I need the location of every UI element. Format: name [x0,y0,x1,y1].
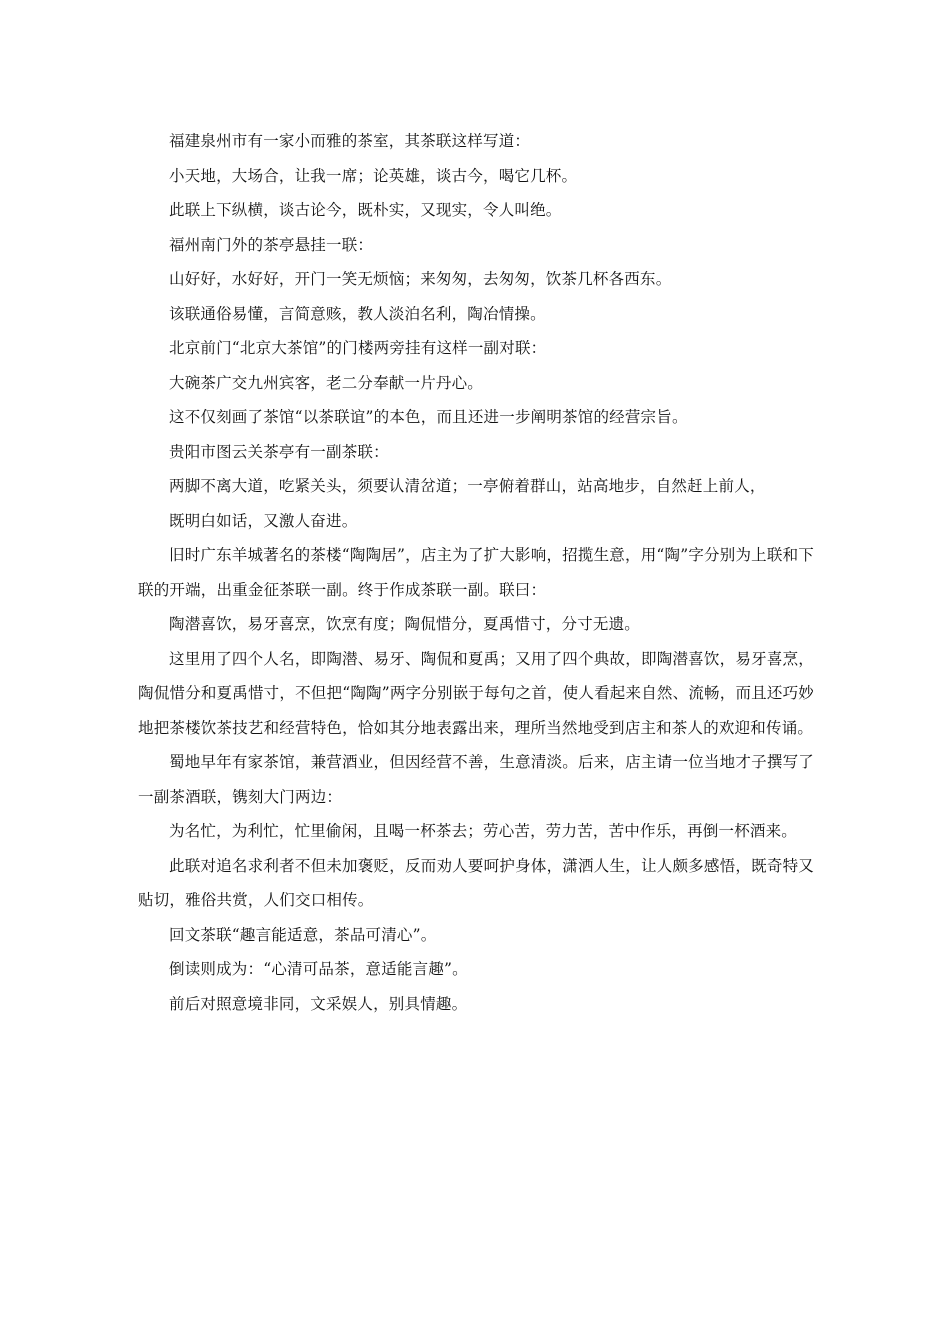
paragraph: 此联上下纵横，谈古论今，既朴实，又现实，令人叫绝。 [169,201,562,219]
paragraph: 蜀地早年有家茶馆，兼营酒业，但因经营不善，生意清淡。后来，店主请一位当地才子撰写了一副茶酒联，镌刻大门两边： [138,753,814,806]
paragraph: 贵阳市图云关茶亭有一副茶联： [169,442,389,461]
paragraph: 既明白如话，又激人奋进。 [169,511,358,530]
paragraph: 该联通俗易懂，言简意赅，教人淡泊名利，陶冶情操。 [169,304,546,323]
paragraph: 小天地，大场合，让我一席；论英雄，谈古今，喝它几杯。 [169,166,578,185]
paragraph: 此联对追名求利者不但未加褒贬，反而劝人要呵护身体，潇洒人生，让人颇多感悟，既奇特又贴切，雅俗共赏，人们交口相传。 [138,856,814,909]
paragraph: 回文茶联“趣言能适意，茶品可清心”。 [169,925,437,944]
paragraph: 倒读则成为：“心清可品茶，意适能言趣”。 [169,960,468,978]
paragraph: 北京前门“北京大茶馆”的门楼两旁挂有这样一副对联： [169,339,547,357]
paragraph: 陶潜喜饮，易牙喜烹，饮烹有度；陶侃惜分，夏禹惜寸，分寸无遗。 [169,615,641,633]
paragraph: 大碗茶广交九州宾客，老二分奉献一片丹心。 [169,373,484,392]
paragraph: 两脚不离大道，吃紧关头，须要认清岔道；一亭俯着群山，站高地步，自然赶上前人， [169,477,766,495]
paragraph: 前后对照意境非同，文采娱人，别具情趣。 [169,994,468,1013]
paragraph: 为名忙，为利忙，忙里偷闲，且喝一杯茶去；劳心苦，劳力苦，苦中作乐，再倒一杯酒来。 [169,822,798,840]
paragraph: 福州南门外的茶亭悬挂一联： [169,235,374,254]
paragraph: 这不仅刻画了茶馆“以茶联谊”的本色，而且还进一步阐明茶馆的经营宗旨。 [169,408,688,426]
paragraph: 山好好，水好好，开门一笑无烦恼；来匆匆，去匆匆，饮茶几杯各西东。 [169,270,672,288]
paragraph: 旧时广东羊城著名的茶楼“陶陶居”，店主为了扩大影响，招揽生意，用“陶”字分别为上联和下联的开端，出重金征茶联一副。终于作成茶联一副。联曰： [138,546,814,599]
paragraph: 福建泉州市有一家小而雅的茶室，其茶联这样写道： [169,132,531,150]
document-body [138,124,814,1021]
paragraph: 这里用了四个人名，即陶潜、易牙、陶侃和夏禹；又用了四个典故，即陶潜喜饮，易牙喜烹，陶侃惜分和夏禹惜寸，不但把“陶陶”两字分别嵌于每句之首，使人看起来自然、流畅，而且还巧妙地把茶楼饮茶技艺和经营特色，恰如其分地表露出来，理所当然地受到店主和茶人的欢迎和传诵。 [138,649,814,737]
